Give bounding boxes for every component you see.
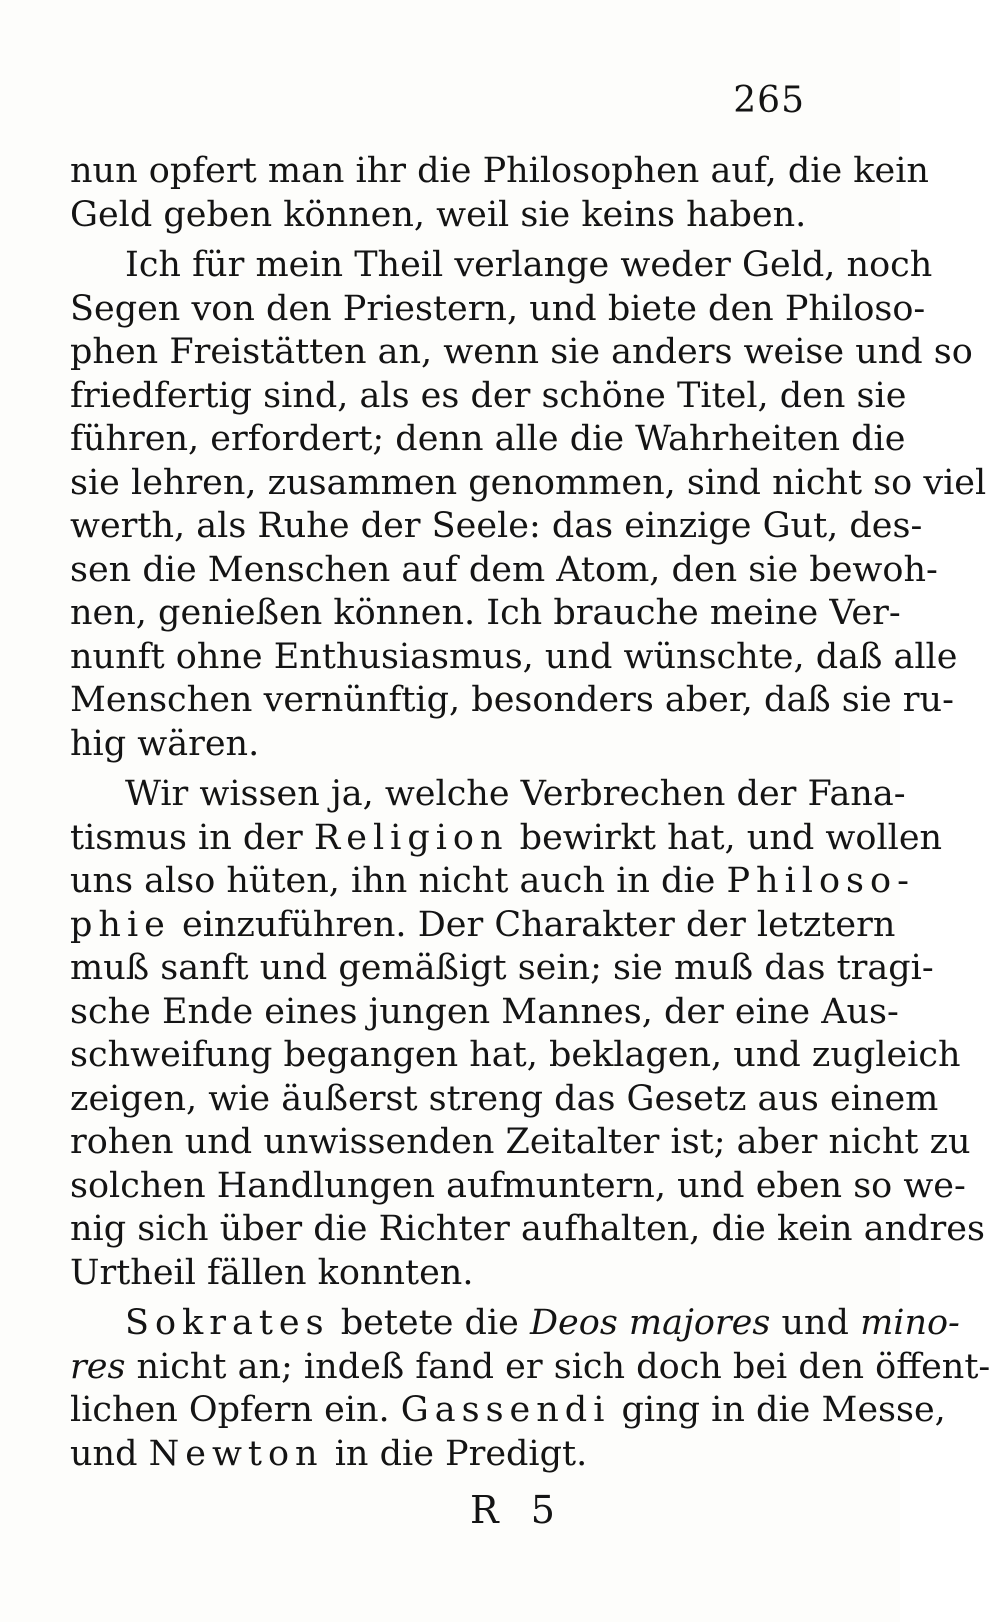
text-line: werth, als Ruhe der Seele: das einzige Gut, des- <box>70 506 923 546</box>
text-line: Wir wissen ja, welche Verbrechen der Fana- <box>125 774 906 814</box>
text-line: Sokrates betete die Deos majores und mino- <box>125 1303 960 1343</box>
emphasized-name: phie <box>70 904 171 945</box>
text-line: uns also hüten, ihn nicht auch in die Philoso- <box>70 861 915 901</box>
text-line: phie einzuführen. Der Charakter der letztern <box>70 904 896 945</box>
emphasized-name: Newton <box>148 1433 324 1474</box>
emphasized-name: Philoso- <box>726 861 915 901</box>
latin-phrase: Deos majores <box>529 1303 771 1343</box>
signature-mark: R 5 <box>470 1488 565 1532</box>
text-line: zeigen, wie äußerst streng das Gesetz aus einem <box>70 1078 939 1119</box>
emphasized-name: Gassendi <box>400 1390 611 1430</box>
text-line: Geld geben können, weil sie keins haben. <box>70 194 807 235</box>
latin-phrase: mino- <box>860 1303 960 1343</box>
text-line: phen Freistätten an, wenn sie anders weise und so <box>70 332 973 372</box>
text-line: tismus in der Religion bewirkt hat, und wollen <box>70 817 943 858</box>
text-line: rohen und unwissenden Zeitalter ist; aber nicht zu <box>70 1122 971 1162</box>
paragraph-3 <box>70 773 985 1295</box>
paragraph-1 <box>70 150 929 237</box>
text-line: Menschen vernünftig, besonders aber, daß sie ru- <box>70 680 954 720</box>
emphasized-name: Sokrates <box>125 1303 330 1343</box>
latin-phrase: res <box>70 1346 126 1387</box>
text-line: Ich für mein Theil verlange weder Geld, noch <box>125 245 933 285</box>
text-line: lichen Opfern ein. Gassendi ging in die Messe, <box>70 1390 946 1430</box>
text-line: hig wären. <box>70 723 260 764</box>
paragraph-4 <box>70 1302 990 1476</box>
text-line: Urtheil fällen konnten. <box>70 1252 474 1293</box>
text-line: und Newton in die Predigt. <box>70 1433 588 1474</box>
text-line: sie lehren, zusammen genommen, sind nicht so viel <box>70 462 987 503</box>
text-line: res nicht an; indeß fand er sich doch bei den öffent- <box>70 1346 990 1387</box>
body-text <box>70 150 990 1476</box>
text-line: friedfertig sind, als es der schöne Titel, den sie <box>70 375 907 416</box>
page-number: 265 <box>733 80 805 121</box>
text-line: solchen Handlungen aufmuntern, und eben so we- <box>70 1165 966 1206</box>
text-line: schweifung begangen hat, beklagen, und zugleich <box>70 1035 961 1075</box>
text-line: führen, erfordert; denn alle die Wahrheiten die <box>70 419 906 459</box>
text-line: nen, genießen können. Ich brauche meine Ver- <box>70 593 901 633</box>
text-line: nunft ohne Enthusiasmus, und wünschte, daß alle <box>70 636 958 677</box>
text-line: sen die Menschen auf dem Atom, den sie bewoh- <box>70 549 938 590</box>
text-line: nig sich über die Richter aufhalten, die kein andres <box>70 1209 985 1249</box>
text-line: nun opfert man ihr die Philosophen auf, die kein <box>70 151 929 191</box>
emphasized-name: Religion <box>313 817 509 858</box>
text-line: muß sanft und gemäßigt sein; sie muß das tragi- <box>70 948 934 988</box>
text-line: sche Ende eines jungen Mannes, der eine Aus- <box>70 991 899 1032</box>
text-line: Segen von den Priestern, und biete den Philoso- <box>70 288 926 329</box>
paragraph-2 <box>70 244 987 766</box>
